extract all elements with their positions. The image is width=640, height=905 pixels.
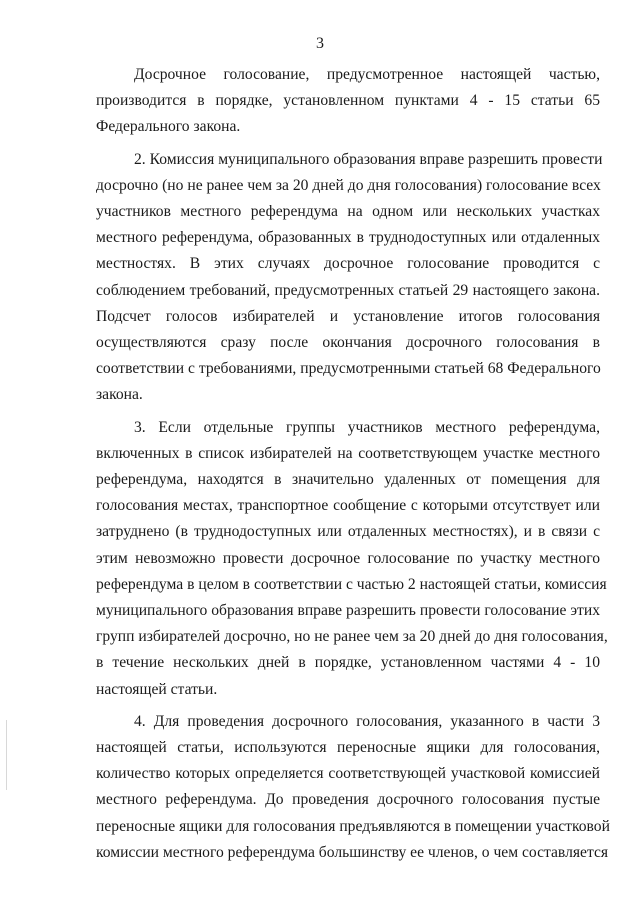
paragraph bbox=[96, 415, 608, 703]
page-number: 3 bbox=[316, 35, 324, 52]
text-line: референдума, находятся в значительно удаленных от помещения для bbox=[96, 471, 600, 489]
text-line: муниципального образования вправе разрешить провести голосование этих bbox=[96, 602, 600, 620]
text-line: Федерального закона. bbox=[96, 118, 241, 136]
text-line: настоящей статьи, используются переносные ящики для голосования, bbox=[96, 739, 600, 757]
text-line: групп избирателей досрочно, но не ранее чем за 20 дней до дня голосования, bbox=[96, 628, 608, 646]
text-line: комиссии местного референдума большинству ее членов, о чем составляется bbox=[96, 843, 609, 861]
text-line: референдума в целом в соответствии с частью 2 настоящей статьи, комиссия bbox=[96, 575, 607, 593]
text-line: в течение нескольких дней в порядке, установленном частями 4 - 10 bbox=[96, 654, 600, 672]
text-line: соблюдением требований, предусмотренных статьей 29 настоящего закона. bbox=[96, 281, 600, 299]
paragraph bbox=[96, 709, 610, 866]
scan-margin-mark bbox=[6, 720, 7, 790]
text-line: этим невозможно провести досрочное голосование по участку местного bbox=[96, 549, 600, 567]
text-line: Досрочное голосование, предусмотренное настоящей частью, bbox=[134, 66, 600, 83]
text-line: закона. bbox=[96, 386, 143, 404]
text-line: переносные ящики для голосования предъявляются в помещении участковой bbox=[96, 817, 610, 835]
text-line: затруднено (в труднодоступных или отдаленных местностях), и в связи с bbox=[96, 523, 600, 541]
text-line: настоящей статьи. bbox=[96, 680, 218, 698]
text-line: голосования местах, транспортное сообщение с которыми отсутствует или bbox=[96, 497, 600, 515]
text-line: местного референдума, образованных в труднодоступных или отдаленных bbox=[96, 229, 600, 247]
text-line: соответствии с требованиями, предусмотренными статьей 68 Федерального bbox=[96, 360, 601, 378]
text-line: производится в порядке, установленном пунктами 4 - 15 статьи 65 bbox=[96, 92, 600, 110]
text-line: 4. Для проведения досрочного голосования, указанного в части 3 bbox=[134, 712, 600, 730]
text-line: досрочно (но не ранее чем за 20 дней до дня голосования) голосование всех bbox=[96, 176, 601, 194]
text-line: включенных в список избирателей на соответствующем участке местного bbox=[96, 444, 600, 462]
text-line: 3. Если отдельные группы участников местного референдума, bbox=[134, 418, 600, 436]
paragraph bbox=[96, 62, 600, 141]
text-line: 2. Комиссия муниципального образования вправе разрешить провести bbox=[134, 150, 603, 168]
text-line: местностях. В этих случаях досрочное голосование проводится с bbox=[96, 255, 600, 273]
paragraph bbox=[96, 147, 603, 409]
text-line: участников местного референдума на одном или нескольких участках bbox=[96, 203, 600, 221]
text-line: Подсчет голосов избирателей и установление итогов голосования bbox=[96, 307, 600, 325]
text-line: осуществляются сразу после окончания досрочного голосования в bbox=[96, 334, 600, 352]
text-line: местного референдума. До проведения досрочного голосования пустые bbox=[96, 791, 600, 809]
text-line: количество которых определяется соответствующей участковой комиссией bbox=[96, 765, 600, 783]
document-body bbox=[96, 62, 610, 872]
